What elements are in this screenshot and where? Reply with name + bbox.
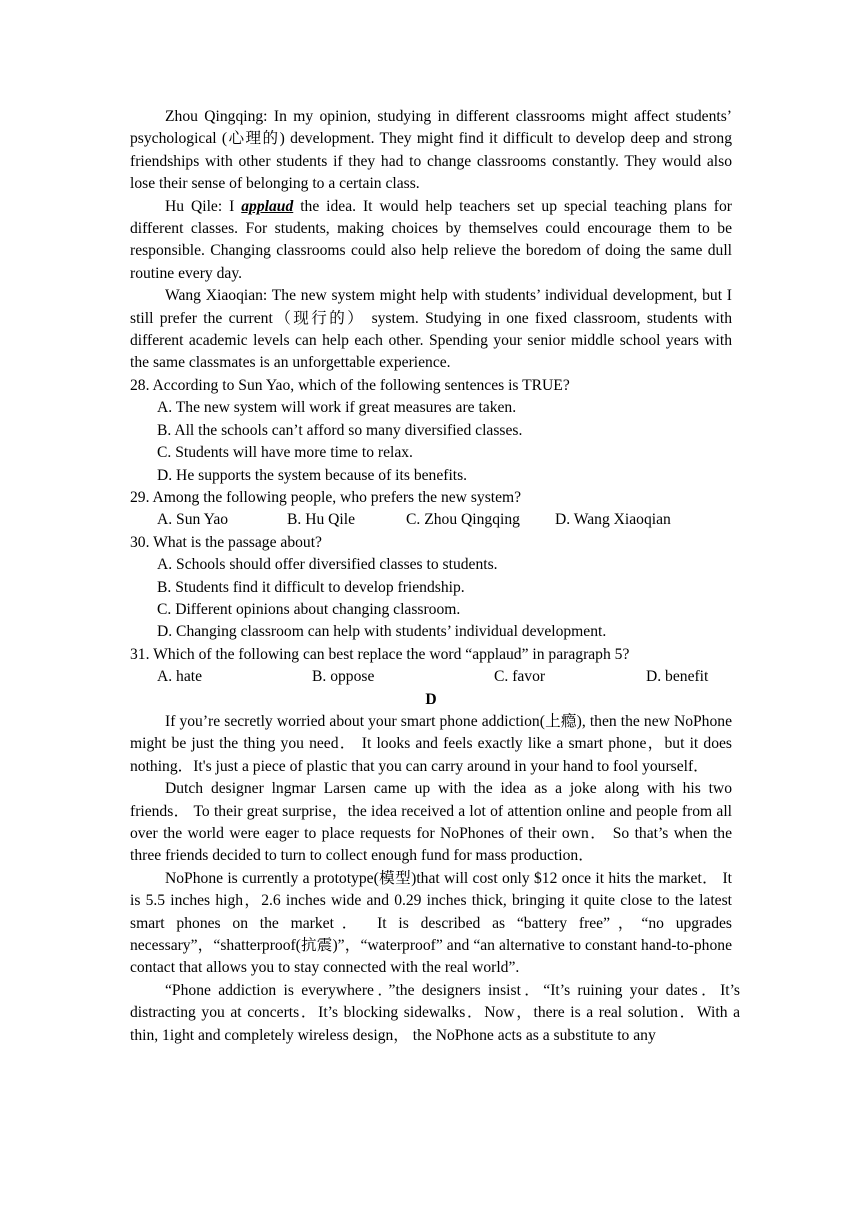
- question-31-option-b: B. oppose: [312, 668, 375, 686]
- question-31-options: [157, 666, 732, 688]
- question-28-option-d: D. He supports the system because of its benefits.: [157, 466, 468, 484]
- question-31-option-c: C. favor: [494, 668, 546, 686]
- question-30-option-a: A. Schools should offer diversified classes to students.: [157, 556, 498, 574]
- question-31-option-a: A. hate: [157, 668, 203, 686]
- paragraph-d-4: “Phone addiction is everywhere．”the designers insist．“It’s ruining your dates．It’s distracting you at concerts．It’s blocking sidewalks．Now，there is a real solution．With a thin, 1ight and completely wireless design， the NoPhone acts as a substitute to any: [130, 981, 740, 1044]
- paragraph-d-3: NoPhone is currently a prototype(模型)that will cost only $12 once it hits the market． It is 5.5 inches high，2.6 inches wide and 0.29 inches thick, bringing it quite close to the latest smart phones on the market． It is described as “battery free”，“no upgrades necessary”，“shatterproof(抗震)”，“waterproof” and “an alternative to constant hand-to-phone contact that allows you to stay connected with the real world”.: [130, 869, 732, 977]
- hu-qile-text-end: the idea. It would help teachers set up special teaching plans for different classes. For students, making choices by themselves could encourage them to be responsible. Changing classrooms could also help relieve the boredom of doing the same dull routine every day.: [130, 197, 732, 282]
- question-29-option-b: B. Hu Qile: [287, 511, 356, 529]
- question-28-option-a: A. The new system will work if great measures are taken.: [157, 399, 517, 417]
- question-28-option-c: C. Students will have more time to relax.: [157, 444, 413, 462]
- question-29-option-a: A. Sun Yao: [157, 511, 229, 529]
- question-31-option-d: D. benefit: [646, 668, 709, 686]
- paragraph-d-2: Dutch designer lngmar Larsen came up with the idea as a joke along with his two friends． To their great surprise，the idea received a lot of attention online and people from all over the world were eager to place requests for NoPhones of their own． So that’s when the three friends decided to turn to collect enough fund for mass production．: [130, 780, 732, 865]
- keyword-applaud: applaud: [241, 197, 294, 215]
- question-30-option-b: B. Students find it difficult to develop friendship.: [157, 578, 465, 596]
- hu-qile-text-start: Hu Qile: I: [165, 197, 242, 215]
- question-28-option-b: B. All the schools can’t afford so many diversified classes.: [157, 421, 523, 439]
- paragraph-zhou-qingqing: Zhou Qingqing: In my opinion, studying in different classrooms might affect students’ psychological (心理的) development. They might find it difficult to develop deep and strong friendships with other students if they had to change classrooms constantly. They would also lose their sense of belonging to a certain class.: [130, 108, 732, 193]
- question-28-stem: 28. According to Sun Yao, which of the following sentences is TRUE?: [130, 376, 570, 394]
- document-page: [130, 106, 740, 1047]
- question-29-options: [157, 509, 732, 531]
- question-29-stem: 29. Among the following people, who prefers the new system?: [130, 488, 522, 506]
- section-d-heading: D: [425, 690, 437, 708]
- question-29-option-d: D. Wang Xiaoqian: [555, 511, 671, 529]
- paragraph-d-1: If you’re secretly worried about your smart phone addiction(上瘾), then the new NoPhone might be just the thing you need． It looks and feels exactly like a smart phone，but it does nothing．It's just a piece of plastic that you can carry around in your hand to fool yourself．: [130, 712, 732, 775]
- question-31-stem: 31. Which of the following can best replace the word “applaud” in paragraph 5?: [130, 645, 630, 663]
- question-29-option-c: C. Zhou Qingqing: [406, 511, 520, 529]
- paragraph-wang-xiaoqian: Wang Xiaoqian: The new system might help with students’ individual development, but I still prefer the current（现行的） system. Studying in one fixed classroom, students with different academic levels can help each other. Spending your senior middle school years with the same classmates is an unforgettable experience.: [130, 287, 732, 372]
- question-30-option-c: C. Different opinions about changing classroom.: [157, 600, 461, 618]
- question-30-stem: 30. What is the passage about?: [130, 533, 322, 551]
- paragraph-hu-qile: [130, 196, 732, 286]
- question-30-option-d: D. Changing classroom can help with students’ individual development.: [157, 623, 607, 641]
